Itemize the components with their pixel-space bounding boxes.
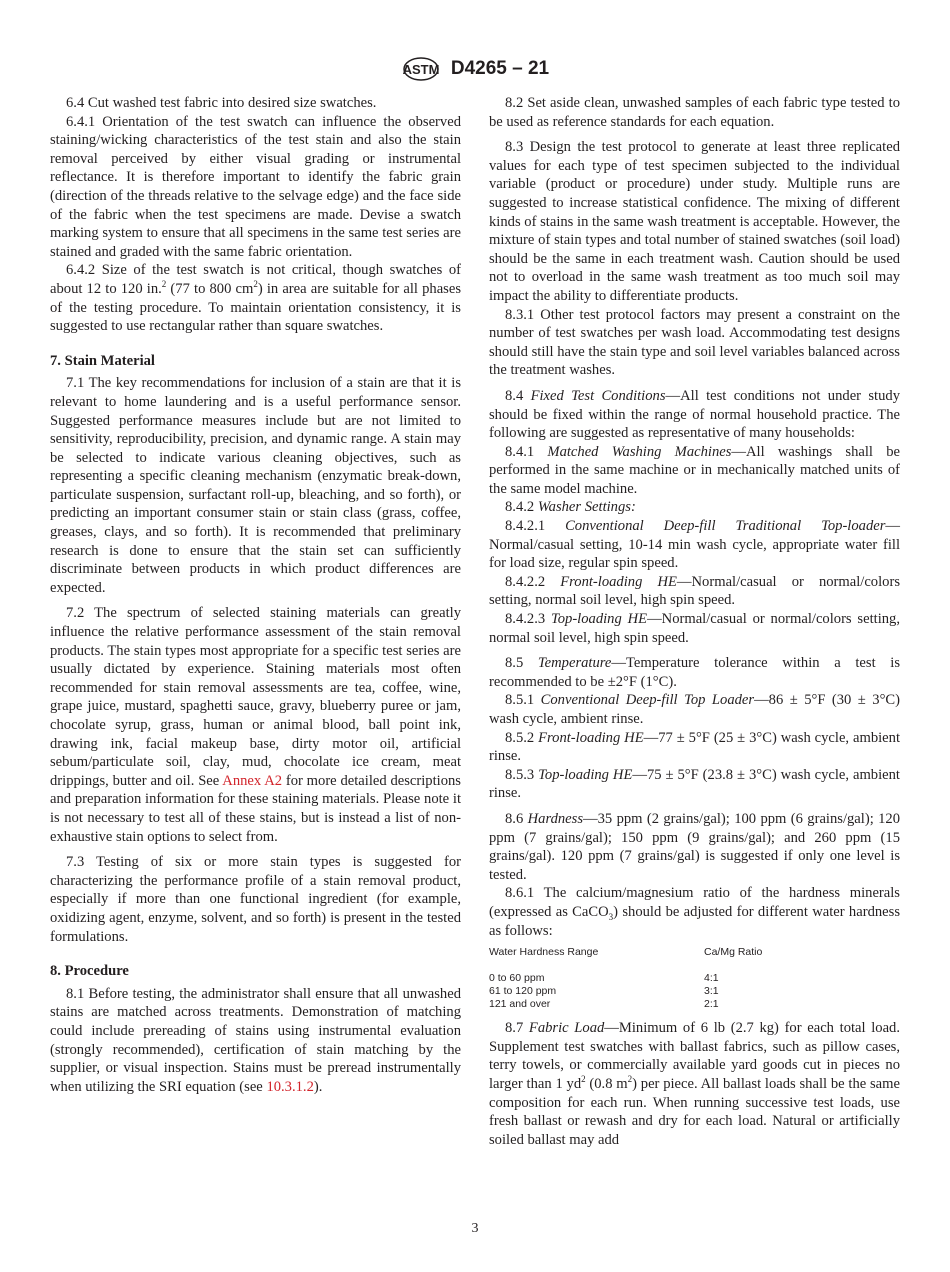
paragraph — [489, 610, 900, 647]
text-segment: 2 — [627, 1074, 633, 1085]
page-header — [0, 56, 950, 82]
text-segment: 6.4.1 Orientation of the test swatch can influence the observed staining/wicking characteristics of the test stain and also the stain removal perceived by either visual grading or instrumental reflectance. It is therefore important to identify the fabric grain (direction of the threads relative to the selvage edge) and the face side of the fabric when the test specimens are made. Devise a swatch marking system to ensure that all specimens in the same test series are stained and graded with the same fabric orientation. — [50, 113, 461, 260]
text-segment: 6.4.2 Size of the test swatch is not critical, though swatches of about 12 to 120 in. — [50, 262, 461, 297]
paragraph — [489, 654, 900, 691]
right-column — [489, 94, 900, 1149]
column-header: Water Hardness Range — [489, 946, 599, 959]
italic-term: Front-loading HE — [560, 573, 677, 590]
text-segment: 7.1 The key recommendations for inclusion of a stain are that it is relevant to home laundering and is a useful performance sensor. Suggested performance measures include but are not limited to sensitivity, reproducibility, precision, and dynamic range. A stain may be selected to indicate various cleaning objectives, such as representing a specific cleaning mechanism (enzymatic break-down, particulate suspension, surfactant roll-up, bleaching, and so forth), or predicting an important consumer stain or stain class (grass, coffee, greases, clays, and so forth). It is recommended that preliminary research is done to ensure that the stain set can sufficiently discriminate between products in which product differences are expected. — [50, 375, 461, 596]
astm-logo-icon — [401, 56, 441, 82]
page-number: 3 — [471, 1221, 479, 1236]
text-segment: 8.2 Set aside clean, unwashed samples of each fabric type tested to be used as reference standards for each equation. — [489, 95, 900, 130]
cross-reference-link[interactable]: 10.3.1.2 — [266, 1078, 314, 1095]
paragraph — [489, 1019, 900, 1149]
paragraph — [50, 94, 461, 113]
svg-text:ASTM: ASTM — [402, 62, 440, 77]
table-row — [489, 998, 900, 1011]
table-cell: 0 to 60 ppm — [489, 972, 545, 985]
document-designation: D4265 – 21 — [450, 58, 550, 79]
text-segment: ). — [313, 1078, 323, 1095]
text-segment: —77 ± 5°F (25 ± 3°C) wash cycle, ambient rinse. — [489, 729, 900, 765]
text-segment: 8.4.2.2 — [505, 573, 561, 590]
paragraph — [489, 729, 900, 766]
column-header: Ca/Mg Ratio — [704, 946, 763, 959]
paragraph — [50, 261, 461, 335]
text-segment: 8.4 — [505, 387, 531, 404]
paragraph — [489, 810, 900, 884]
paragraph — [50, 604, 461, 846]
text-segment: 2 — [161, 279, 167, 290]
paragraph — [489, 573, 900, 610]
italic-term: Hardness — [527, 810, 584, 827]
text-segment: 8.5 — [505, 655, 538, 672]
paragraph — [489, 766, 900, 803]
italic-term: Fabric Load — [528, 1020, 605, 1037]
paragraph — [489, 498, 900, 517]
text-segment: 8.3.1 Other test protocol factors may present a constraint on the number of test swatches per wash load. Accommodating test designs should still have the stain type and soil level variables balanced across the treatment washes. — [489, 306, 900, 379]
text-segment: (77 to 800 cm — [166, 280, 254, 297]
text-segment: 7.3 Testing of six or more stain types is suggested for characterizing the performance profile of a stain removal product, especially if more than one functional ingredient (for example, oxidizing agent, enzyme, solvent, and so forth) is present in the tested formulations. — [50, 854, 461, 945]
italic-term: Top-loading HE — [538, 766, 633, 783]
text-segment: —86 ± 5°F (30 ± 3°C) wash cycle, ambient rinse. — [489, 692, 901, 727]
table-cell: 61 to 120 ppm — [489, 985, 557, 998]
paragraph — [50, 113, 461, 262]
text-segment: —All test conditions not under study should be fixed within the range of normal household practice. The following are suggested as representative of many households: — [489, 387, 900, 442]
text-segment: 8.5.2 — [505, 729, 539, 746]
text-segment: 2 — [581, 1074, 586, 1085]
text-segment: —75 ± 5°F (23.8 ± 3°C) wash cycle, ambient rinse. — [489, 766, 900, 802]
text-segment: 2 — [253, 279, 258, 290]
text-segment: ) per piece. All ballast loads shall be the same composition for each run. When running successive test loads, use fresh ballast or rewash and dry for each load. Natural or artificially soiled ballast may add — [489, 1075, 900, 1148]
table-row — [489, 985, 900, 998]
italic-term: Washer Settings: — [537, 499, 636, 516]
text-segment: 7.2 The spectrum of selected staining materials can greatly influence the relative performance assessment of the stain removal products. The stain types most appropriate for a specific test series are usually dictated by experience. Staining materials most often recommended for stain removal assessments are tea, coffee, wine, grape juice, mustard, spaghetti sauce, gravy, blueberry puree or jam, chocolate syrup, grass, human or animal blood, ball point ink, drawing ink, facial makeup base, dirty motor oil, artificial sebum/particulate soil, clay, mud, chocolate ice cream, meat drippings, butter and oil. See — [50, 605, 461, 789]
text-segment: 8.1 Before testing, the administrator shall ensure that all unwashed stains are matched across treatments. Demonstration of matching could include prereading of stains using instrumental evaluation (strongly recommended), certification of stain matching by the supplier, or visual inspection. Stains must be preread instrumentally when utilizing the SRI equation (see — [50, 985, 461, 1095]
text-segment: 8.6.1 The calcium/magnesium ratio of the hardness minerals (expressed as CaCO — [489, 885, 900, 920]
italic-term: Fixed Test Conditions — [530, 387, 666, 404]
text-segment: —Normal/casual or normal/colors setting, normal soil level, high spin speed. — [489, 611, 900, 646]
text-segment: —Normal/casual setting, 10-14 min wash cycle, appropriate water fill for load size, regular spin speed. — [489, 518, 901, 572]
text-segment: for more detailed descriptions and preparation information for these staining materials. Please note it is not necessary to test all of these stains, but is instead a list of non-exhaustive stain options to select from. — [50, 772, 461, 845]
paragraph — [50, 374, 461, 597]
text-segment: —Temperature tolerance within a test is recommended to be ±2°F (1°C). — [489, 655, 900, 690]
italic-term: Conventional Deep-fill Top Loader — [540, 692, 755, 709]
text-segment: 8.4.2.3 — [505, 611, 551, 628]
hardness-table — [489, 946, 900, 1011]
text-segment: ) in area are suitable for all phases of the testing procedure. To maintain orientation consistency, it is suggested to use rectangular rather than square swatches. — [50, 280, 462, 335]
table-cell: 2:1 — [704, 998, 719, 1011]
table-row — [489, 972, 900, 985]
section-heading: 8. Procedure — [50, 963, 129, 980]
paragraph — [50, 985, 461, 1097]
table-cell: 3:1 — [704, 985, 719, 998]
italic-term: Conventional Deep-fill Traditional Top-loader — [565, 518, 886, 535]
italic-term: Matched Washing Machines — [547, 443, 732, 460]
text-segment: 8.4.2.1 — [505, 518, 566, 535]
paragraph — [489, 884, 900, 940]
text-segment: 3 — [608, 911, 614, 922]
text-segment: —35 ppm (2 grains/gal); 100 ppm (6 grains/gal); 120 ppm (7 grains/gal); 150 ppm (9 grains/gal); and 260 ppm (15 grains/gal). 120 ppm (7 grains/gal) is suggested if only one level is tested. — [489, 810, 900, 883]
text-segment: 6.4 Cut washed test fabric into desired size swatches. — [66, 95, 377, 111]
paragraph — [50, 853, 461, 946]
section-heading: 7. Stain Material — [50, 352, 155, 369]
paragraph — [489, 517, 900, 573]
italic-term: Temperature — [537, 655, 612, 672]
text-segment: 8.5.3 — [505, 766, 539, 783]
paragraph — [489, 138, 900, 305]
table-cell: 121 and over — [489, 998, 551, 1011]
text-segment: 8.4.1 — [505, 443, 548, 460]
text-segment: 8.6 — [505, 810, 528, 827]
text-segment: 8.3 Design the test protocol to generate at least three replicated values for each type of test specimen subjected to the individual variable (product or procedure) under study. Multiple runs are suggested to increase statistical confidence. The mixing of different kinds of stains in the same wash treatment is acceptable. However, the mixture of stain types and total number of stained swatches (soil load) should be the same in each treatment wash. Caution should be used not to overload in the same wash treatment as too much soil may impact the ability to differentiate products. — [489, 139, 900, 304]
cross-reference-link[interactable]: Annex A2 — [222, 772, 283, 789]
paragraph — [489, 306, 900, 380]
italic-term: Front-loading HE — [538, 729, 644, 746]
text-segment: 8.5.1 — [505, 692, 541, 709]
left-column — [50, 94, 461, 1096]
text-segment: ) should be adjusted for different water hardness as follows: — [489, 903, 900, 939]
italic-term: Top-loading HE — [550, 611, 648, 628]
paragraph — [489, 387, 900, 443]
paragraph — [489, 443, 900, 499]
table-header-row — [489, 946, 900, 959]
paragraph — [489, 691, 900, 728]
table-cell: 4:1 — [704, 972, 719, 985]
text-segment: —All washings shall be performed in the same machine or in mechanically matched units of the same model machine. — [489, 443, 900, 497]
text-segment: (0.8 m — [585, 1075, 628, 1092]
text-segment: 8.7 — [505, 1020, 529, 1037]
paragraph — [489, 94, 900, 131]
text-segment: —Minimum of 6 lb (2.7 kg) for each total load. Supplement test swatches with ballast fabrics, such as pillow cases, terry towels, or commercially available yard goods cut in pieces no larger than 1 yd — [489, 1020, 901, 1092]
text-segment: —Normal/casual or normal/colors setting, normal soil level, high spin speed. — [489, 573, 900, 609]
text-segment: 8.4.2 — [505, 499, 538, 516]
